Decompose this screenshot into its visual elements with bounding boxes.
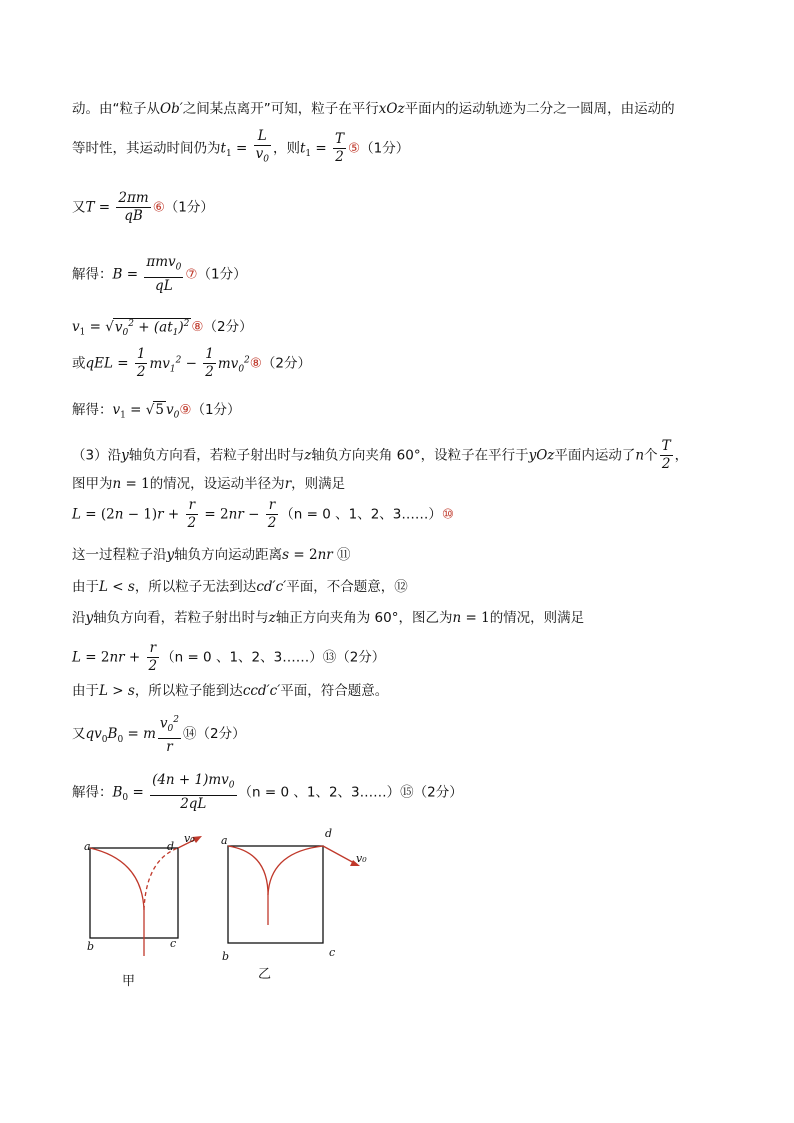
- fraction: $\frac{r}{2}$: [267, 497, 277, 531]
- fraction: $\frac{L}{v_0}$: [255, 128, 269, 165]
- equation-mark: ⑤: [348, 140, 361, 157]
- figure-jia: [80, 830, 220, 960]
- figure-jia-label-c: c: [170, 937, 177, 950]
- text-line-5: $v_1 = √v_0^2 + (at_1)^2$ ⑧（2分）: [72, 318, 253, 338]
- text-line-7: 解得：$v_1 = √5$ $v_0⑨(1$分）: [72, 402, 241, 421]
- text-line-9: 图甲为n = 1的情况，设运动半径为r，则满足: [72, 476, 346, 492]
- fraction: $\frac{(4n + 1)mv_0}{2qL}$: [152, 772, 235, 812]
- figure-jia-square: [90, 848, 178, 938]
- text-line-2: 等时性，其运动时间仍为$t_1$ = $\frac{L}{v_0}$ ，则$t_1$ = $\frac{T}{2}$ ⑤（1分）: [72, 128, 409, 169]
- figure-jia-caption: 甲: [122, 974, 136, 989]
- figure-yi-square: [228, 846, 323, 943]
- equation-mark: ⑬: [322, 649, 337, 666]
- text-line-11: 这一过程粒子沿y轴负方向运动距离s = 2nr ⑪: [72, 547, 351, 563]
- fraction: $\frac{v_0^2}{r}$: [158, 712, 181, 756]
- fraction: $\frac{T}{2}$: [335, 130, 345, 165]
- equation-mark: ⑦: [185, 266, 198, 283]
- equation-mark: ⑧: [249, 355, 262, 372]
- text-line-8: （3）沿y轴负方向看，若粒子射出时与z轴负方向夹角 60°，设粒子在平行于yOz平面内运动了n个 $\frac{T}{2}$ ，: [72, 438, 689, 472]
- equation-mark: ⑥: [152, 199, 165, 216]
- text-line-10: L = (2n − 1)r + $\frac{r}{2}$ = 2nr − $\frac{r}{2}$ （n = 0 、1、2、3……）⑩: [72, 497, 454, 531]
- text-line-6: 或qEL = $\frac{1}{2}$ $mv_1^2$ − $\frac{1}{2}$ $mv_0^2⑧(2$分）: [72, 346, 311, 380]
- figure-yi-velocity-arrow: [323, 846, 356, 864]
- figure-jia-label-v0: v₀: [184, 832, 195, 845]
- fraction: $\frac{1}{2}$: [205, 346, 214, 380]
- equation-mark: ⑫: [394, 579, 408, 595]
- text-line-16: 又$qv_0B_0 = m$ $\frac{v_0^2}{r}$ ⑭（2分）: [72, 712, 246, 756]
- fraction: $\frac{r}{2}$: [187, 497, 197, 531]
- figure-jia-trajectory: [90, 848, 144, 956]
- fraction: $\frac{T}{2}$: [661, 438, 671, 472]
- figure-yi-caption: 乙: [258, 967, 272, 982]
- figure-yi-trajectory-right: [268, 846, 323, 895]
- text-line-4: 解得：B = $\frac{\pi mv_0}{qL}$ ⑦（1分）: [72, 254, 247, 294]
- figure-jia-label-a: a: [84, 840, 91, 853]
- text-line-12: 由于L < s，所以粒子无法到达cd′c′平面，不合题意，⑫: [72, 579, 408, 595]
- equation-mark: ⑭: [183, 726, 197, 743]
- fraction: $\frac{1}{2}$: [136, 346, 146, 380]
- figure-jia-dashed-trajectory: [144, 848, 178, 910]
- text-line-14: L = 2nr + $\frac{r}{2}$ （n = 0 、1、2、3……）⑬（2分）: [72, 640, 386, 674]
- text-line-13: 沿y轴负方向看，若粒子射出时与z轴正方向夹角为 60°，图乙为n = 1的情况，则满足: [72, 610, 585, 626]
- figure-yi-label-a: a: [221, 834, 228, 847]
- figure-yi-trajectory-left: [228, 846, 268, 925]
- text-line-3: 又T = $\frac{2\pi m}{qB}$ ⑥（1分）: [72, 190, 214, 224]
- figure-yi-label-d: d: [325, 827, 333, 840]
- figure-yi-label-v0: v₀: [356, 852, 367, 865]
- figure-yi: [220, 830, 380, 960]
- text-line-1: 动。由“粒子从Ob′之间某点离开”可知，粒子在平行xOz平面内的运动轨迹为二分之一圆周，由运动的: [72, 101, 675, 117]
- fraction: $\frac{\pi mv_0}{qL}$: [146, 254, 182, 294]
- text-line-15: 由于L > s，所以粒子能到达ccd′c′平面，符合题意。: [72, 683, 389, 699]
- figure-yi-label-b: b: [222, 950, 230, 963]
- fraction: $\frac{r}{2}$: [148, 640, 158, 674]
- figure-yi-label-c: c: [329, 946, 336, 959]
- equation-mark: ⑨: [179, 402, 192, 418]
- figure-jia-label-d: d: [167, 840, 175, 853]
- equation-mark: ⑮: [400, 784, 414, 801]
- equation-mark: ⑩: [441, 506, 454, 523]
- text-line-17: 解得：$B_0$ = $\frac{(4n + 1)mv_0}{2qL}$ （n = 0 、1、2、3……）⑮（2分）: [72, 772, 463, 812]
- equation-mark: ⑪: [337, 547, 351, 563]
- figure-jia-label-b: b: [87, 940, 95, 953]
- equation-mark: ⑧: [191, 319, 204, 335]
- fraction: $\frac{2\pi m}{qB}$: [118, 190, 149, 224]
